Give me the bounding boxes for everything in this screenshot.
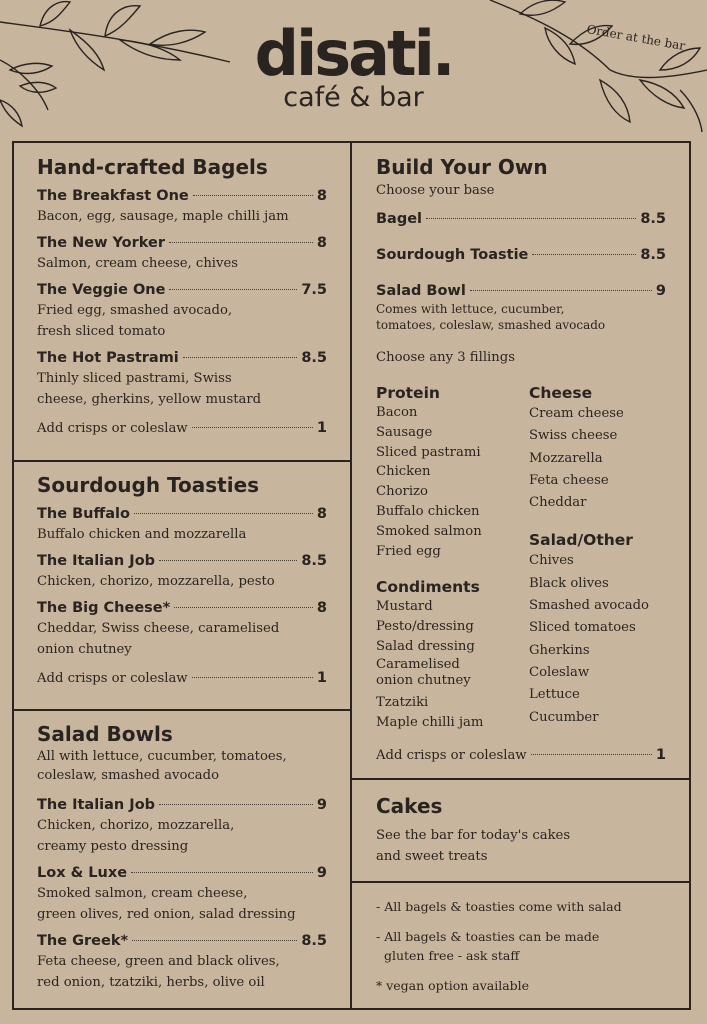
item-name: The Italian Job xyxy=(37,553,156,569)
note-line: - All bagels & toasties come with salad xyxy=(376,899,622,914)
item-name: Salad Bowl xyxy=(376,283,466,299)
extra-label: Add crisps or coleslaw xyxy=(37,671,188,686)
item-desc: Bacon, egg, sausage, maple chilli jam xyxy=(37,209,289,224)
divider-build-cakes xyxy=(351,778,691,780)
toasties-section xyxy=(37,472,327,689)
menu-item xyxy=(37,863,327,925)
salad-other-item: Smashed avocado xyxy=(529,598,649,614)
salad-other-title: Salad/Other xyxy=(529,531,633,550)
item-desc: Buffalo chicken and mozzarella xyxy=(37,527,247,542)
item-price: 8.5 xyxy=(301,553,327,569)
item-name: The Italian Job xyxy=(37,797,156,813)
condiment-item: Mustard xyxy=(376,599,433,615)
item-desc: creamy pesto dressing xyxy=(37,839,189,854)
cheese-item: Cheddar xyxy=(529,495,587,511)
item-name: Lox & Luxe xyxy=(37,865,128,881)
item-name: The Big Cheese* xyxy=(37,600,171,616)
divider-cakes-notes xyxy=(351,881,691,883)
menu-item xyxy=(37,795,327,857)
item-name: The Greek* xyxy=(37,933,129,949)
item-desc: onion chutney xyxy=(37,642,132,657)
protein-item: Sausage xyxy=(376,424,433,440)
fillings-right-column xyxy=(529,383,679,729)
cheese-item: Mozzarella xyxy=(529,450,603,466)
cakes-desc: See the bar for today's cakes xyxy=(376,828,571,843)
menu-item xyxy=(37,551,327,592)
item-desc: fresh sliced tomato xyxy=(37,324,166,339)
condiment-item: Salad dressing xyxy=(376,638,475,654)
divider-bagels-toasties xyxy=(12,460,351,462)
item-desc: cheese, gherkins, yellow mustard xyxy=(37,392,262,407)
extra-label: Add crisps or coleslaw xyxy=(37,421,188,436)
menu-item xyxy=(37,186,327,227)
salad-other-item: Chives xyxy=(529,553,574,569)
item-desc: Cheddar, Swiss cheese, caramelised xyxy=(37,621,280,636)
item-desc: Comes with lettuce, cucumber, xyxy=(376,302,565,316)
item-price: 8 xyxy=(316,600,327,616)
toasties-title: Sourdough Toasties xyxy=(37,473,260,497)
protein-item: Bacon xyxy=(376,405,418,420)
menu-item xyxy=(37,280,327,342)
condiment-item: Maple chilli jam xyxy=(376,714,484,730)
brand-logo: disati. xyxy=(254,17,453,90)
item-desc: Feta cheese, green and black olives, xyxy=(37,954,280,969)
item-price: 7.5 xyxy=(301,282,327,298)
item-name: The Hot Pastrami xyxy=(37,350,179,366)
condiments-title: Condiments xyxy=(376,578,480,597)
bagels-section xyxy=(37,154,327,439)
note-line: * vegan option available xyxy=(376,978,530,993)
salad-other-item: Coleslaw xyxy=(529,664,590,680)
salad-other-item: Sliced tomatoes xyxy=(529,620,636,636)
item-name: The Veggie One xyxy=(37,282,166,298)
extra-item xyxy=(37,668,327,689)
extra-price: 1 xyxy=(655,747,666,763)
item-desc: Fried egg, smashed avocado, xyxy=(37,303,233,318)
protein-title: Protein xyxy=(376,384,440,402)
menu-item xyxy=(37,931,327,993)
protein-item: Chicken xyxy=(376,464,431,480)
choose-fillings-label: Choose any 3 fillings xyxy=(376,350,515,365)
protein-item: Fried egg xyxy=(376,543,441,559)
salads-subtitle: coleslaw, smashed avocado xyxy=(37,768,220,783)
condiment-item: Tzatziki xyxy=(376,694,429,710)
item-name: The New Yorker xyxy=(37,235,166,251)
item-price: 8.5 xyxy=(640,247,666,263)
note-line: gluten free - ask staff xyxy=(376,948,520,963)
menu-item xyxy=(37,233,327,274)
brand-subtitle: café & bar xyxy=(283,82,424,113)
item-price: 9 xyxy=(316,865,327,881)
extra-price: 1 xyxy=(316,670,327,686)
protein-item: Sliced pastrami xyxy=(376,444,481,460)
order-at-bar-note: Order at the bar xyxy=(585,22,687,54)
item-price: 8 xyxy=(316,235,327,251)
bagels-title: Hand-crafted Bagels xyxy=(37,155,268,179)
extra-item xyxy=(37,418,327,439)
salad-other-item: Black olives xyxy=(529,575,609,591)
cheese-item: Swiss cheese xyxy=(529,428,618,444)
item-desc: Chicken, chorizo, mozzarella, pesto xyxy=(37,574,275,589)
item-desc: Salmon, cream cheese, chives xyxy=(37,256,239,271)
cheese-item: Feta cheese xyxy=(529,472,609,488)
column-divider xyxy=(350,141,352,1010)
salads-section xyxy=(37,721,327,993)
item-name: The Buffalo xyxy=(37,506,130,522)
extra-price: 1 xyxy=(316,420,327,436)
item-name: The Breakfast One xyxy=(37,188,189,204)
item-price: 8 xyxy=(316,506,327,522)
salad-other-item: Gherkins xyxy=(529,642,590,658)
note-line: - All bagels & toasties can be made xyxy=(376,929,600,944)
choose-base-label: Choose your base xyxy=(376,183,495,198)
cakes-desc: and sweet treats xyxy=(376,849,488,864)
notes-section xyxy=(376,897,676,995)
item-desc: tomatoes, coleslaw, smashed avocado xyxy=(376,318,606,332)
protein-item: Smoked salmon xyxy=(376,523,482,539)
divider-toasties-salads xyxy=(12,709,351,711)
item-name: Sourdough Toastie xyxy=(376,247,529,263)
menu-item xyxy=(37,504,327,545)
item-desc: red onion, tzatziki, herbs, olive oil xyxy=(37,975,265,990)
condiment-item: onion chutney xyxy=(376,672,471,688)
item-price: 8.5 xyxy=(301,933,327,949)
protein-item: Chorizo xyxy=(376,484,428,500)
protein-item: Buffalo chicken xyxy=(376,503,480,519)
base-item xyxy=(376,281,666,333)
condiment-item: Caramelised xyxy=(376,656,460,672)
menu-item xyxy=(37,348,327,410)
item-price: 8.5 xyxy=(301,350,327,366)
base-item xyxy=(376,209,666,229)
cakes-title: Cakes xyxy=(376,794,443,818)
item-price: 8 xyxy=(316,188,327,204)
item-desc: green olives, red onion, salad dressing xyxy=(37,907,296,922)
menu-item xyxy=(37,598,327,660)
salads-title: Salad Bowls xyxy=(37,722,173,746)
base-item xyxy=(376,245,666,265)
item-price: 8.5 xyxy=(640,211,666,227)
salads-subtitle: All with lettuce, cucumber, tomatoes, xyxy=(37,749,287,764)
build-section xyxy=(376,154,666,368)
salad-other-item: Cucumber xyxy=(529,709,599,725)
build-extra xyxy=(376,745,666,766)
condiment-item: Pesto/dressing xyxy=(376,619,474,635)
salad-other-item: Lettuce xyxy=(529,687,580,703)
fillings-left-column xyxy=(376,383,526,732)
item-desc: Thinly sliced pastrami, Swiss xyxy=(37,371,232,386)
item-price: 9 xyxy=(655,283,666,299)
cheese-title: Cheese xyxy=(529,384,593,402)
item-desc: Smoked salmon, cream cheese, xyxy=(37,886,248,901)
cakes-section xyxy=(376,793,666,867)
item-price: 9 xyxy=(316,797,327,813)
build-title: Build Your Own xyxy=(376,155,548,179)
item-desc: Chicken, chorizo, mozzarella, xyxy=(37,818,235,833)
extra-label: Add crisps or coleslaw xyxy=(376,748,527,763)
cheese-item: Cream cheese xyxy=(529,406,624,421)
item-name: Bagel xyxy=(376,211,423,227)
